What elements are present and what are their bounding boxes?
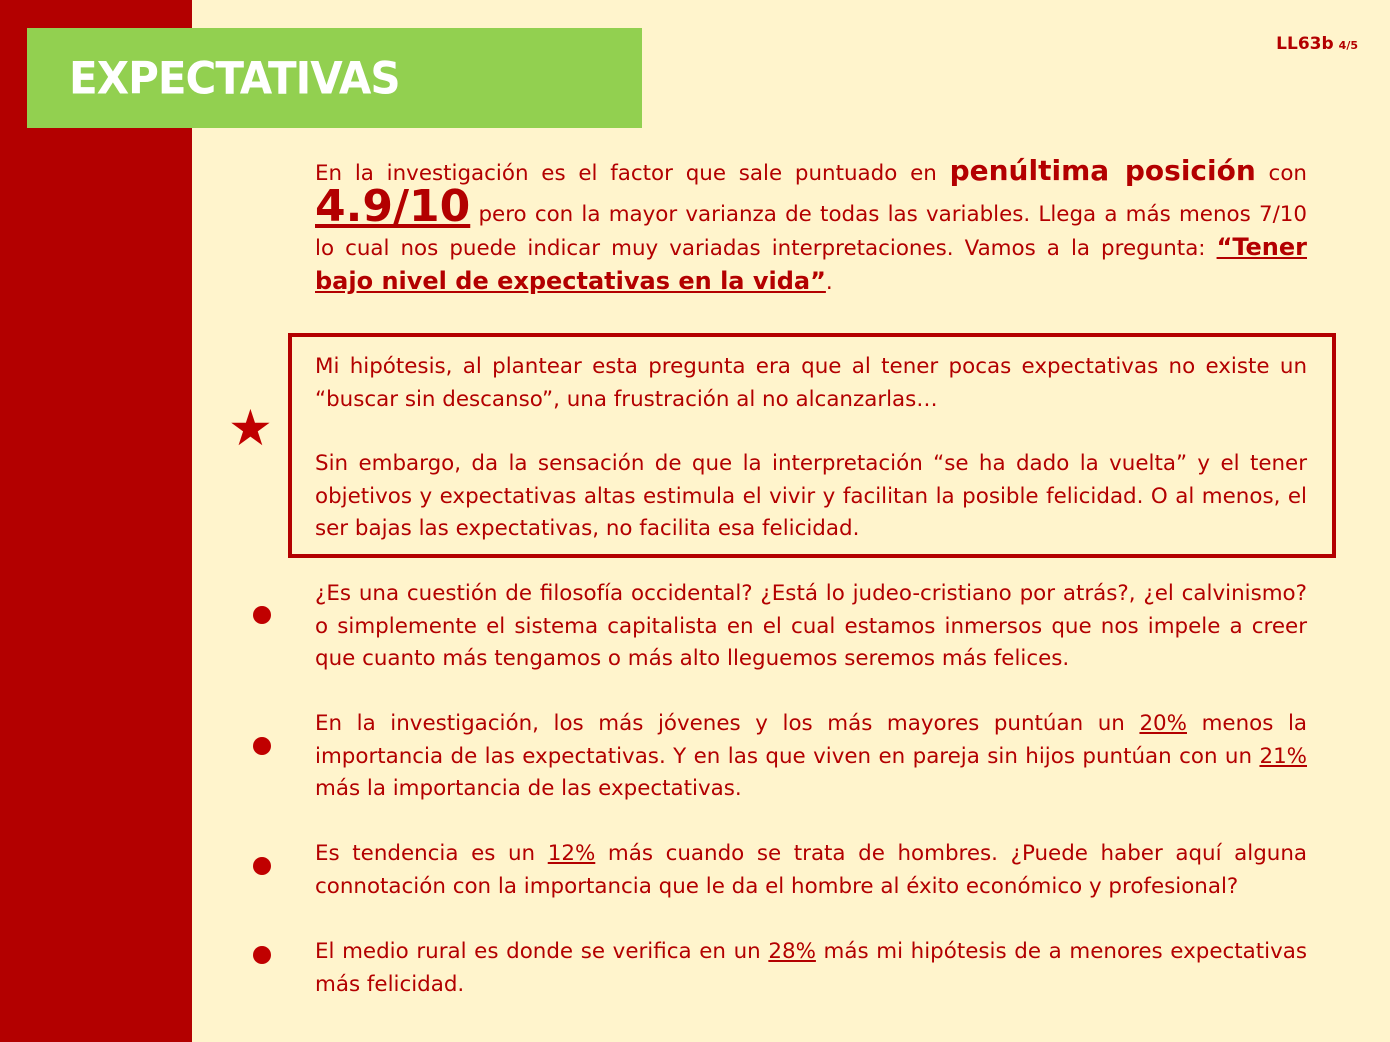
b3-value-1: 12% [547, 841, 596, 866]
bullet-paragraph-1: ¿Es una cuestión de filosofía occidental? ¿Está lo judeo-cristiano por atrás?, ¿el calvinismo? o simplemente el sistema capitalista en el cual estamos inmersos que nos impele a creer que cuanto más tengamos o más alto lleguemos seremos más felices. [315, 581, 1307, 671]
bullet-dot-icon [253, 606, 271, 624]
left-sidebar [0, 0, 192, 1042]
intro-score: 4.9/10 [315, 181, 471, 232]
b4-text-1: El medio rural es donde se verifica en un [315, 939, 769, 964]
bullet-paragraph-3 [315, 838, 1307, 903]
intro-text-3: pero con la mayor varianza de todas las variables. Llega a más menos 7/10 lo cual nos puede indicar muy variadas interpretaciones. Vamos a la pregunta: [315, 202, 1307, 261]
b4-value-1: 28% [768, 939, 816, 964]
slide-code [1276, 34, 1358, 54]
bullet-paragraph-2 [315, 708, 1307, 806]
b4-text-2: más mi hipótesis de a menores expectativas más felicidad. [315, 939, 1307, 997]
b3-text-1: Es tendencia es un [315, 841, 548, 866]
intro-text-4: . [825, 270, 833, 295]
b3-text-2: más cuando se trata de hombres. ¿Puede haber aquí alguna connotación con la importancia que le da el hombre al éxito económico y profesional? [315, 841, 1307, 899]
bullet-dot-icon [253, 946, 271, 964]
b2-value-2: 21% [1259, 743, 1307, 769]
page-number: 4/5 [1338, 39, 1358, 52]
b2-value-1: 20% [1139, 711, 1187, 736]
star-icon: ★ [228, 399, 273, 457]
hypothesis-paragraph-1: Mi hipótesis, al plantear esta pregunta era que al tener pocas expectativas no existe un “buscar sin descanso”, una frustración al no alcanzarlas… [315, 354, 1307, 412]
b2-text-1: En la investigación, los más jóvenes y los más mayores puntúan un [315, 711, 1140, 736]
bullet-dot-icon [253, 857, 271, 875]
hypothesis-paragraph-2: Sin embargo, da la sensación de que la interpretación “se ha dado la vuelta” y el tener objetivos y expectativas altas estimula el vivir y facilitan la posible felicidad. O al menos, el ser bajas las expectativas, no facilita esa felicidad. [315, 451, 1307, 541]
intro-text-1: En la investigación es el factor que sale puntuado en [315, 161, 950, 186]
intro-question: “Tener bajo nivel de expectativas en la vida” [315, 233, 1307, 295]
slide-title: EXPECTATIVAS [69, 52, 400, 105]
bullet-paragraph-4 [315, 936, 1307, 1001]
intro-text-2: con [1255, 161, 1307, 186]
intro-position: penúltima posición [949, 154, 1256, 187]
intro-paragraph [315, 154, 1307, 299]
title-banner [27, 28, 642, 128]
bullet-dot-icon [253, 737, 271, 755]
slide-code-label: LL63b [1276, 34, 1334, 54]
b2-text-2: menos la importancia de las expectativas. Y en las que viven en pareja sin hijos puntúan con un [315, 711, 1307, 769]
b2-text-3: más la importancia de las expectativas. [315, 776, 742, 801]
